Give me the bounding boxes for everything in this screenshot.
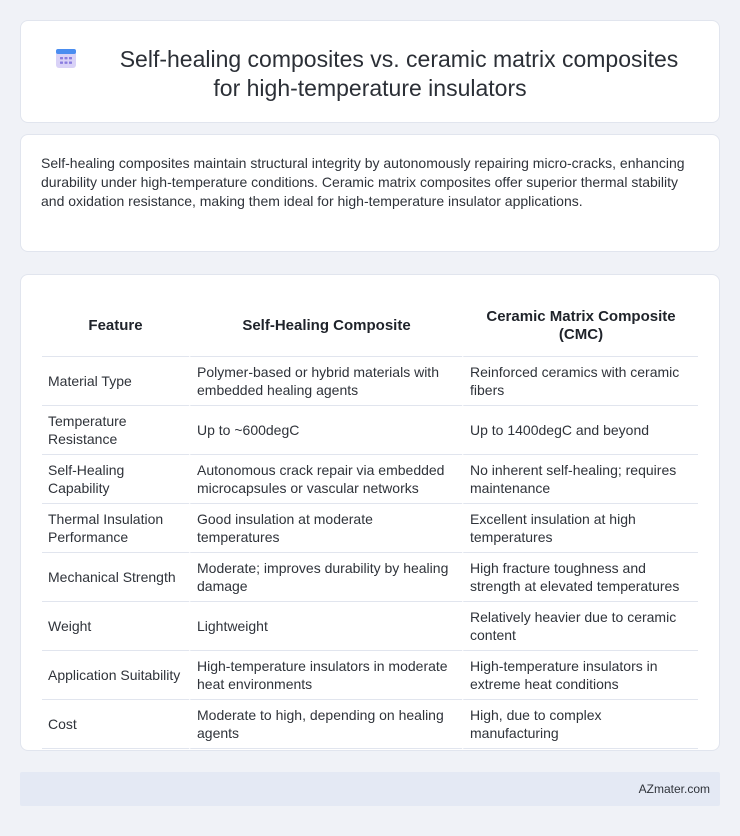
table-row <box>42 357 698 406</box>
self-healing-cell: Polymer-based or hybrid materials with embedded healing agents <box>189 357 462 406</box>
table-header-row <box>42 295 698 357</box>
column-header-feature: Feature <box>42 295 189 357</box>
intro-paragraph: Self-healing composites maintain structural integrity by autonomously repairing micro-cracks, enhancing durability under high-temperature conditions. Ceramic matrix composites offer superior thermal stability and oxidation resistance, making them ideal for high-temperature insulator applications. <box>41 155 685 209</box>
page-title <box>21 45 719 103</box>
intro-card <box>20 134 720 252</box>
title-card <box>20 20 720 123</box>
cmc-cell: High, due to complex manufacturing <box>462 700 698 749</box>
cmc-cell: High fracture toughness and strength at elevated temperatures <box>462 553 698 602</box>
cmc-cell: Excellent insulation at high temperatures <box>462 504 698 553</box>
table-row <box>42 700 698 749</box>
cmc-cell: Reinforced ceramics with ceramic fibers <box>462 357 698 406</box>
feature-cell: Application Suitability <box>42 651 189 700</box>
table-row <box>42 602 698 651</box>
self-healing-cell: High-temperature insulators in moderate heat environments <box>189 651 462 700</box>
feature-cell: Self-Healing Capability <box>42 455 189 504</box>
cmc-cell: High-temperature insulators in extreme heat conditions <box>462 651 698 700</box>
feature-cell: Material Type <box>42 357 189 406</box>
self-healing-cell: Up to ~600degC <box>189 406 462 455</box>
cmc-cell: Up to 1400degC and beyond <box>462 406 698 455</box>
comparison-table <box>42 295 698 749</box>
feature-cell: Thermal Insulation Performance <box>42 504 189 553</box>
column-header-self-healing: Self-Healing Composite <box>189 295 462 357</box>
self-healing-cell: Good insulation at moderate temperatures <box>189 504 462 553</box>
feature-cell: Weight <box>42 602 189 651</box>
feature-cell: Cost <box>42 700 189 749</box>
footer-brand-link[interactable]: AZmater.com <box>638 782 710 796</box>
self-healing-cell: Moderate; improves durability by healing damage <box>189 553 462 602</box>
page-title-line-2: for high-temperature insulators <box>213 75 527 101</box>
table-row <box>42 406 698 455</box>
feature-cell: Mechanical Strength <box>42 553 189 602</box>
self-healing-cell: Lightweight <box>189 602 462 651</box>
self-healing-cell: Moderate to high, depending on healing agents <box>189 700 462 749</box>
cmc-cell: No inherent self-healing; requires maintenance <box>462 455 698 504</box>
feature-cell: Temperature Resistance <box>42 406 189 455</box>
comparison-card <box>20 274 720 751</box>
table-row <box>42 455 698 504</box>
page-title-line-1: Self-healing composites vs. ceramic matrix composites <box>119 46 679 72</box>
table-row <box>42 651 698 700</box>
cmc-cell: Relatively heavier due to ceramic content <box>462 602 698 651</box>
footer-bar <box>20 772 720 806</box>
table-row <box>42 504 698 553</box>
column-header-cmc: Ceramic Matrix Composite (CMC) <box>462 295 698 357</box>
self-healing-cell: Autonomous crack repair via embedded microcapsules or vascular networks <box>189 455 462 504</box>
table-row <box>42 553 698 602</box>
